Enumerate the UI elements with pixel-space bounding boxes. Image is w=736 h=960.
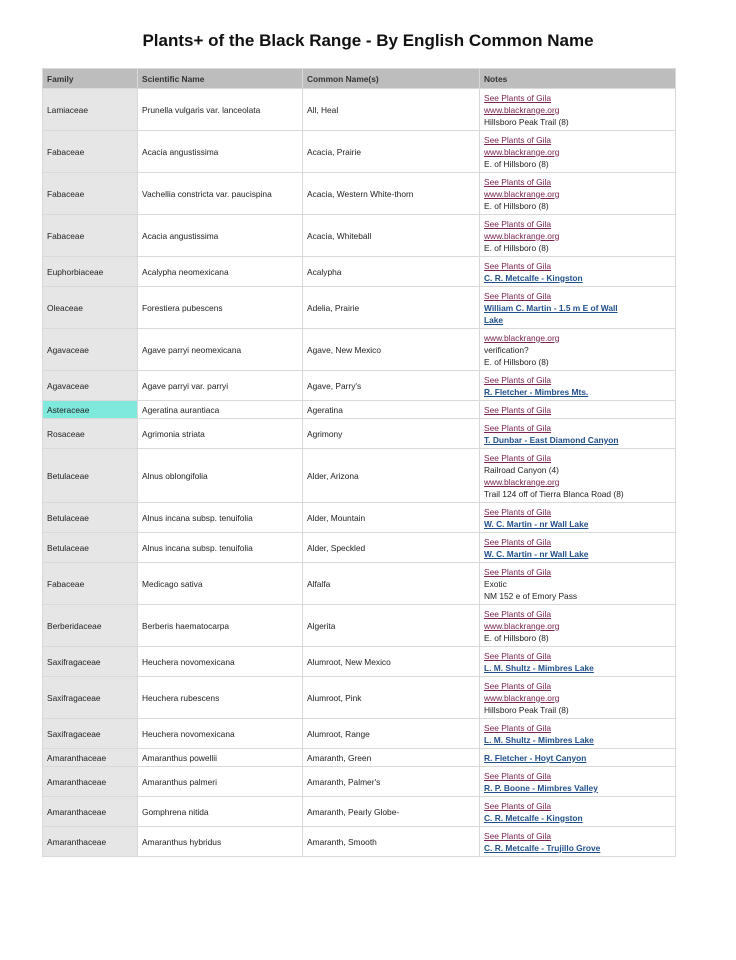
cell-notes xyxy=(480,533,676,563)
cell-notes xyxy=(480,401,676,419)
column-header-common-names: Common Name(s) xyxy=(303,69,480,89)
cell-common-name: Alumroot, Range xyxy=(303,719,480,749)
note-link[interactable]: www.blackrange.org xyxy=(484,146,560,157)
cell-notes xyxy=(480,827,676,857)
cell-scientific-name: Amaranthus palmeri xyxy=(138,767,303,797)
table-header-row xyxy=(43,69,676,89)
table-row xyxy=(43,449,676,503)
table-row xyxy=(43,371,676,401)
cell-common-name: Agrimony xyxy=(303,419,480,449)
table-row xyxy=(43,677,676,719)
cell-common-name: Agave, New Mexico xyxy=(303,329,480,371)
cell-common-name: Ageratina xyxy=(303,401,480,419)
note-link[interactable]: See Plants of Gila xyxy=(484,566,552,577)
cell-common-name: Alder, Arizona xyxy=(303,449,480,503)
note-link[interactable]: See Plants of Gila xyxy=(484,800,552,811)
note-text: E. of Hillsboro (8) xyxy=(484,158,549,169)
cell-notes xyxy=(480,89,676,131)
cell-scientific-name: Alnus oblongifolia xyxy=(138,449,303,503)
note-link[interactable]: See Plants of Gila xyxy=(484,260,552,271)
table-body xyxy=(43,89,676,857)
column-header-notes: Notes xyxy=(480,69,676,89)
cell-scientific-name: Heuchera novomexicana xyxy=(138,647,303,677)
cell-family: Fabaceae xyxy=(43,173,138,215)
cell-notes xyxy=(480,797,676,827)
note-link[interactable]: www.blackrange.org xyxy=(484,230,560,241)
cell-common-name: Alder, Mountain xyxy=(303,503,480,533)
cell-notes xyxy=(480,173,676,215)
note-link[interactable]: R. P. Boone - Mimbres Valley xyxy=(484,782,598,793)
note-link[interactable]: See Plants of Gila xyxy=(484,290,552,301)
note-text: E. of Hillsboro (8) xyxy=(484,242,549,253)
note-link[interactable]: www.blackrange.org xyxy=(484,692,560,703)
cell-scientific-name: Agave parryi var. parryi xyxy=(138,371,303,401)
cell-common-name: Adelia, Prairie xyxy=(303,287,480,329)
cell-scientific-name: Prunella vulgaris var. lanceolata xyxy=(138,89,303,131)
table-row xyxy=(43,749,676,767)
table-row xyxy=(43,173,676,215)
table-row xyxy=(43,533,676,563)
cell-family: Amaranthaceae xyxy=(43,827,138,857)
column-header-scientific-name: Scientific Name xyxy=(138,69,303,89)
cell-scientific-name: Acalypha neomexicana xyxy=(138,257,303,287)
note-text: Trail 124 off of Tierra Blanca Road (8) xyxy=(484,488,624,499)
cell-notes xyxy=(480,371,676,401)
note-link[interactable]: See Plants of Gila xyxy=(484,536,552,547)
cell-common-name: Alumroot, Pink xyxy=(303,677,480,719)
note-link[interactable]: See Plants of Gila xyxy=(484,422,552,433)
cell-family: Fabaceae xyxy=(43,131,138,173)
cell-scientific-name: Gomphrena nitida xyxy=(138,797,303,827)
cell-family: Oleaceae xyxy=(43,287,138,329)
note-link[interactable]: Lake xyxy=(484,314,504,325)
cell-notes xyxy=(480,419,676,449)
note-text: verification? xyxy=(484,344,529,355)
cell-notes xyxy=(480,131,676,173)
note-link[interactable]: C. R. Metcalfe - Kingston xyxy=(484,812,583,823)
note-link[interactable]: W. C. Martin - nr Wall Lake xyxy=(484,518,589,529)
cell-family: Amaranthaceae xyxy=(43,767,138,797)
note-link[interactable]: www.blackrange.org xyxy=(484,476,560,487)
cell-family: Fabaceae xyxy=(43,215,138,257)
cell-family: Betulaceae xyxy=(43,533,138,563)
note-link[interactable]: See Plants of Gila xyxy=(484,722,552,733)
cell-common-name: Alfalfa xyxy=(303,563,480,605)
note-link[interactable]: See Plants of Gila xyxy=(484,404,552,415)
table-row xyxy=(43,287,676,329)
note-text: Hillsboro Peak Trail (8) xyxy=(484,704,569,715)
cell-scientific-name: Acacia angustissima xyxy=(138,131,303,173)
cell-common-name: Amaranth, Palmer's xyxy=(303,767,480,797)
note-link[interactable]: L. M. Shultz - Mimbres Lake xyxy=(484,662,594,673)
cell-scientific-name: Agave parryi neomexicana xyxy=(138,329,303,371)
note-text: Hillsboro Peak Trail (8) xyxy=(484,116,569,127)
cell-scientific-name: Heuchera rubescens xyxy=(138,677,303,719)
cell-family: Asteraceae xyxy=(43,401,138,419)
note-link[interactable]: www.blackrange.org xyxy=(484,332,560,343)
table-row xyxy=(43,797,676,827)
cell-common-name: Amaranth, Pearly Globe- xyxy=(303,797,480,827)
cell-notes xyxy=(480,767,676,797)
note-link[interactable]: See Plants of Gila xyxy=(484,176,552,187)
cell-family: Euphorbiaceae xyxy=(43,257,138,287)
table-row xyxy=(43,419,676,449)
cell-common-name: Amaranth, Smooth xyxy=(303,827,480,857)
cell-family: Lamiaceae xyxy=(43,89,138,131)
note-link[interactable]: See Plants of Gila xyxy=(484,134,552,145)
cell-scientific-name: Agrimonia striata xyxy=(138,419,303,449)
note-link[interactable]: William C. Martin - 1.5 m E of Wall xyxy=(484,302,618,313)
table-row xyxy=(43,401,676,419)
cell-family: Rosaceae xyxy=(43,419,138,449)
table-row xyxy=(43,827,676,857)
note-link[interactable]: www.blackrange.org xyxy=(484,188,560,199)
column-header-family: Family xyxy=(43,69,138,89)
cell-family: Fabaceae xyxy=(43,563,138,605)
cell-scientific-name: Forestiera pubescens xyxy=(138,287,303,329)
cell-common-name: Agave, Parry's xyxy=(303,371,480,401)
table-row xyxy=(43,257,676,287)
cell-notes xyxy=(480,677,676,719)
cell-common-name: Amaranth, Green xyxy=(303,749,480,767)
page-title: Plants+ of the Black Range - By English Common Name xyxy=(142,31,594,50)
note-link[interactable]: See Plants of Gila xyxy=(484,608,552,619)
note-text: E. of Hillsboro (8) xyxy=(484,632,549,643)
cell-common-name: Acacia, Prairie xyxy=(303,131,480,173)
note-link[interactable]: See Plants of Gila xyxy=(484,92,552,103)
cell-common-name: All, Heal xyxy=(303,89,480,131)
table-row xyxy=(43,767,676,797)
cell-scientific-name: Alnus incana subsp. tenuifolia xyxy=(138,503,303,533)
note-text: NM 152 e of Emory Pass xyxy=(484,590,578,601)
note-text: Exotic xyxy=(484,578,507,589)
cell-scientific-name: Medicago sativa xyxy=(138,563,303,605)
cell-family: Amaranthaceae xyxy=(43,797,138,827)
cell-family: Saxifragaceae xyxy=(43,719,138,749)
table-row xyxy=(43,719,676,749)
note-link[interactable]: L. M. Shultz - Mimbres Lake xyxy=(484,734,594,745)
note-link[interactable]: R. Fletcher - Mimbres Mts. xyxy=(484,386,589,397)
cell-scientific-name: Vachellia constricta var. paucispina xyxy=(138,173,303,215)
table-row xyxy=(43,329,676,371)
table-row xyxy=(43,89,676,131)
note-link[interactable]: See Plants of Gila xyxy=(484,452,552,463)
note-link[interactable]: See Plants of Gila xyxy=(484,506,552,517)
note-link[interactable]: www.blackrange.org xyxy=(484,104,560,115)
note-link[interactable]: C. R. Metcalfe - Trujillo Grove xyxy=(484,842,601,853)
note-link[interactable]: www.blackrange.org xyxy=(484,620,560,631)
cell-notes xyxy=(480,215,676,257)
cell-notes xyxy=(480,503,676,533)
cell-scientific-name: Acacia angustissima xyxy=(138,215,303,257)
cell-scientific-name: Amaranthus powellii xyxy=(138,749,303,767)
cell-scientific-name: Heuchera novomexicana xyxy=(138,719,303,749)
note-text: E. of Hillsboro (8) xyxy=(484,200,549,211)
note-link[interactable]: See Plants of Gila xyxy=(484,218,552,229)
cell-notes xyxy=(480,647,676,677)
cell-family: Betulaceae xyxy=(43,503,138,533)
table-row xyxy=(43,605,676,647)
cell-notes xyxy=(480,563,676,605)
cell-notes xyxy=(480,449,676,503)
note-link[interactable]: R. Fletcher - Hoyt Canyon xyxy=(484,752,587,763)
table-row xyxy=(43,503,676,533)
cell-common-name: Acalypha xyxy=(303,257,480,287)
cell-common-name: Alumroot, New Mexico xyxy=(303,647,480,677)
cell-scientific-name: Alnus incana subsp. tenuifolia xyxy=(138,533,303,563)
cell-scientific-name: Berberis haematocarpa xyxy=(138,605,303,647)
cell-common-name: Alder, Speckled xyxy=(303,533,480,563)
plants-table xyxy=(42,68,676,857)
cell-family: Agavaceae xyxy=(43,329,138,371)
note-link[interactable]: T. Dunbar - East Diamond Canyon xyxy=(484,434,619,445)
cell-notes xyxy=(480,749,676,767)
cell-notes xyxy=(480,329,676,371)
cell-family: Saxifragaceae xyxy=(43,647,138,677)
cell-common-name: Acacia, Whiteball xyxy=(303,215,480,257)
note-link[interactable]: See Plants of Gila xyxy=(484,770,552,781)
cell-family: Berberidaceae xyxy=(43,605,138,647)
table-row xyxy=(43,563,676,605)
cell-family: Betulaceae xyxy=(43,449,138,503)
cell-family: Agavaceae xyxy=(43,371,138,401)
cell-scientific-name: Ageratina aurantiaca xyxy=(138,401,303,419)
cell-scientific-name: Amaranthus hybridus xyxy=(138,827,303,857)
table-row xyxy=(43,215,676,257)
cell-notes xyxy=(480,287,676,329)
note-link[interactable]: See Plants of Gila xyxy=(484,374,552,385)
note-link[interactable]: W. C. Martin - nr Wall Lake xyxy=(484,548,589,559)
note-link[interactable]: See Plants of Gila xyxy=(484,650,552,661)
note-link[interactable]: See Plants of Gila xyxy=(484,830,552,841)
cell-common-name: Acacia, Western White-thorn xyxy=(303,173,480,215)
note-text: E. of Hillsboro (8) xyxy=(484,356,549,367)
note-link[interactable]: C. R. Metcalfe - Kingston xyxy=(484,272,583,283)
cell-notes xyxy=(480,605,676,647)
cell-family: Saxifragaceae xyxy=(43,677,138,719)
cell-notes xyxy=(480,257,676,287)
cell-family: Amaranthaceae xyxy=(43,749,138,767)
table-row xyxy=(43,647,676,677)
cell-notes xyxy=(480,719,676,749)
table-row xyxy=(43,131,676,173)
note-link[interactable]: See Plants of Gila xyxy=(484,680,552,691)
note-text: Railroad Canyon (4) xyxy=(484,464,559,475)
cell-common-name: Algerita xyxy=(303,605,480,647)
